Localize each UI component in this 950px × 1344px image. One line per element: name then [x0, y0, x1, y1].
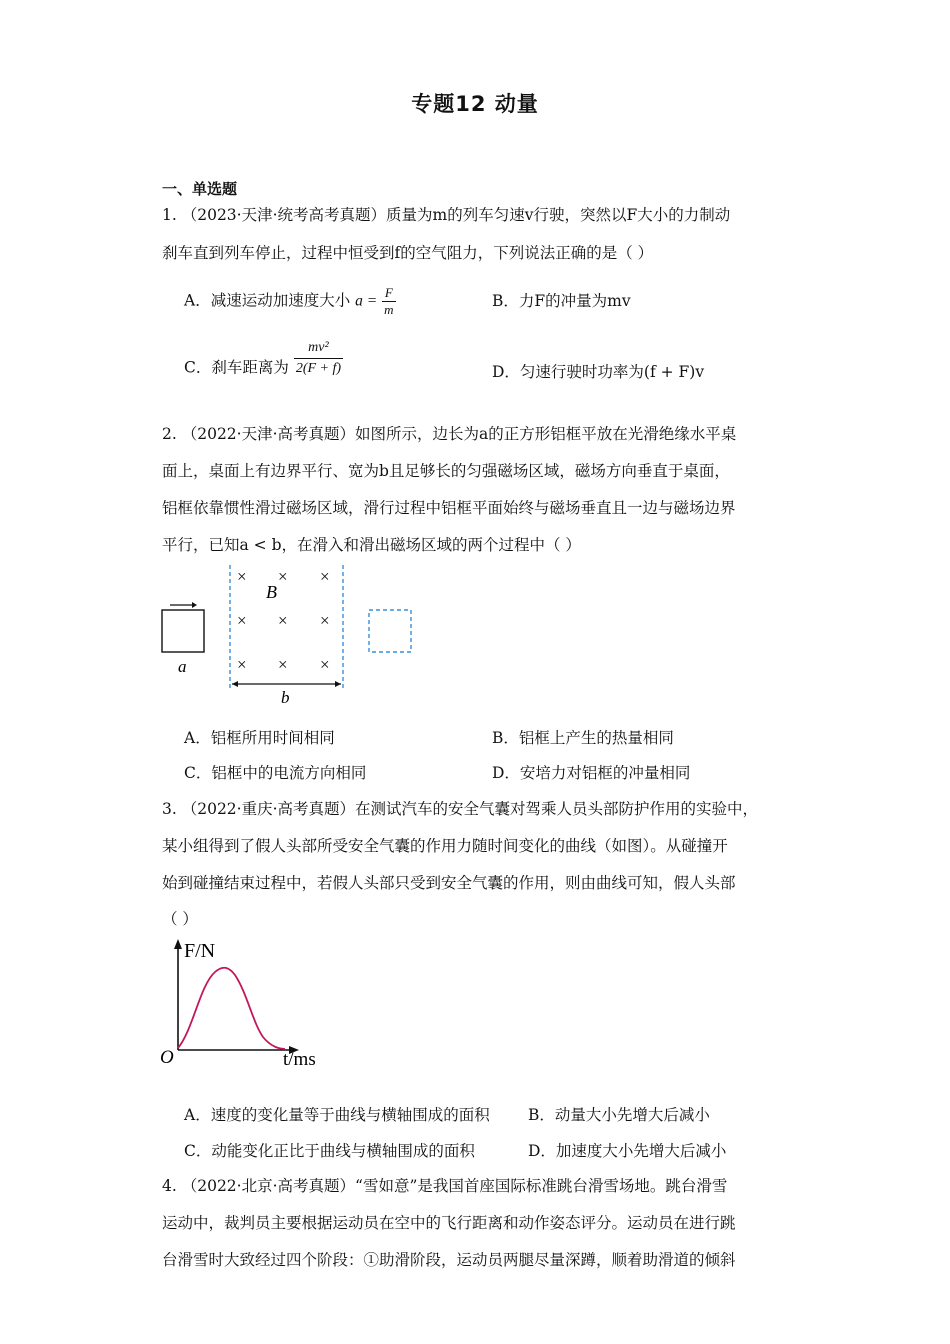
x-axis-label: t/ms — [283, 1049, 316, 1070]
q1-option-a-text: A．减速运动加速度大小 — [184, 291, 351, 310]
q1-option-d[interactable]: D．匀速行驶时功率为(f + F)v — [492, 363, 705, 381]
y-axis-label: F/N — [184, 940, 216, 962]
field-cross: × — [278, 611, 288, 630]
q4-line-1: 4. （2022·北京·高考真题）“雪如意”是我国首座国际标准跳台滑雪场地。跳台滑雪 — [162, 1177, 728, 1195]
field-cross: × — [320, 655, 330, 674]
velocity-arrow — [170, 602, 197, 608]
q3-option-d[interactable]: D．加速度大小先增大后减小 — [528, 1142, 727, 1160]
force-curve — [178, 968, 285, 1049]
q3-option-a[interactable]: A．速度的变化量等于曲线与横轴围成的面积 — [184, 1106, 490, 1124]
field-cross: × — [320, 567, 330, 586]
label-a: a — [178, 657, 187, 676]
origin-label: O — [160, 1047, 174, 1068]
q1-option-b[interactable]: B．力F的冲量为mv — [492, 292, 631, 310]
q2-option-d[interactable]: D．安培力对铝框的冲量相同 — [492, 764, 691, 782]
q2-line-3: 铝框依靠惯性滑过磁场区域，滑行过程中铝框平面始终与磁场垂直且一边与磁场边界 — [162, 499, 736, 517]
page-title: 专题12 动量 — [411, 92, 539, 116]
q2-line-4: 平行，已知a < b，在滑入和滑出磁场区域的两个过程中（ ） — [162, 536, 581, 554]
label-B: B — [266, 582, 277, 602]
fraction-denominator: m — [384, 302, 394, 317]
section-heading: 一、单选题 — [162, 180, 238, 198]
q1-option-a-lhs: a = — [355, 292, 378, 310]
q4-line-3: 台滑雪时大致经过四个阶段：①助滑阶段，运动员两腿尽量深蹲，顺着助滑道的倾斜 — [162, 1251, 736, 1269]
q3-line-2: 某小组得到了假人头部所受安全气囊的作用力随时间变化的曲线（如图）。从碰撞开 — [162, 837, 728, 855]
field-cross: × — [237, 567, 247, 586]
q2-line-1: 2. （2022·天津·高考真题）如图所示，边长为a的正方形铝框平放在光滑绝缘水平桌 — [162, 425, 737, 443]
field-cross: × — [237, 611, 247, 630]
q2-magnetic-field-figure — [150, 560, 430, 710]
q2-option-a[interactable]: A．铝框所用时间相同 — [184, 729, 335, 747]
field-cross: × — [278, 567, 288, 586]
aluminum-frame — [162, 610, 204, 652]
q2-option-c[interactable]: C．铝框中的电流方向相同 — [184, 764, 367, 782]
q3-option-c[interactable]: C．动能变化正比于曲线与横轴围成的面积 — [184, 1142, 475, 1160]
q4-line-2: 运动中，裁判员主要根据运动员在空中的飞行距离和动作姿态评分。运动员在进行跳 — [162, 1214, 736, 1232]
field-cross: × — [237, 655, 247, 674]
q3-option-b[interactable]: B．动量大小先增大后减小 — [528, 1106, 710, 1124]
field-cross: × — [278, 655, 288, 674]
field-cross: × — [320, 611, 330, 630]
width-dimension — [232, 681, 341, 687]
fraction-denominator: 2(F + f) — [295, 361, 342, 376]
label-b: b — [281, 688, 290, 707]
q3-force-time-graph — [155, 935, 335, 1070]
q1-line-2: 刹车直到列车停止，过程中恒受到f的空气阻力，下列说法正确的是（ ） — [162, 244, 654, 262]
fraction-numerator: mv² — [294, 338, 343, 359]
frame-exit-position — [369, 610, 411, 652]
q1-line-1: 1. （2023·天津·统考高考真题）质量为m的列车匀速v行驶，突然以F大小的力制动 — [162, 206, 731, 224]
q1-option-a-fraction — [382, 285, 395, 318]
y-axis — [174, 939, 182, 1050]
q2-option-b[interactable]: B．铝框上产生的热量相同 — [492, 729, 674, 747]
q2-line-2: 面上，桌面上有边界平行、宽为b且足够长的匀强磁场区域，磁场方向垂直于桌面， — [162, 462, 730, 480]
q3-line-3: 始到碰撞结束过程中，若假人头部只受到安全气囊的作用，则由曲线可知，假人头部 — [162, 874, 736, 892]
q1-option-c[interactable] — [184, 338, 343, 379]
fraction-numerator: F — [382, 285, 395, 302]
q1-option-c-text: C．刹车距离为 — [184, 358, 289, 377]
q1-option-c-fraction — [294, 338, 343, 379]
q3-line-4: （ ） — [162, 910, 198, 928]
q1-option-a[interactable] — [184, 285, 396, 318]
q3-line-1: 3. （2022·重庆·高考真题）在测试汽车的安全气囊对驾乘人员头部防护作用的实验中， — [162, 800, 759, 818]
x-axis — [178, 1046, 299, 1054]
